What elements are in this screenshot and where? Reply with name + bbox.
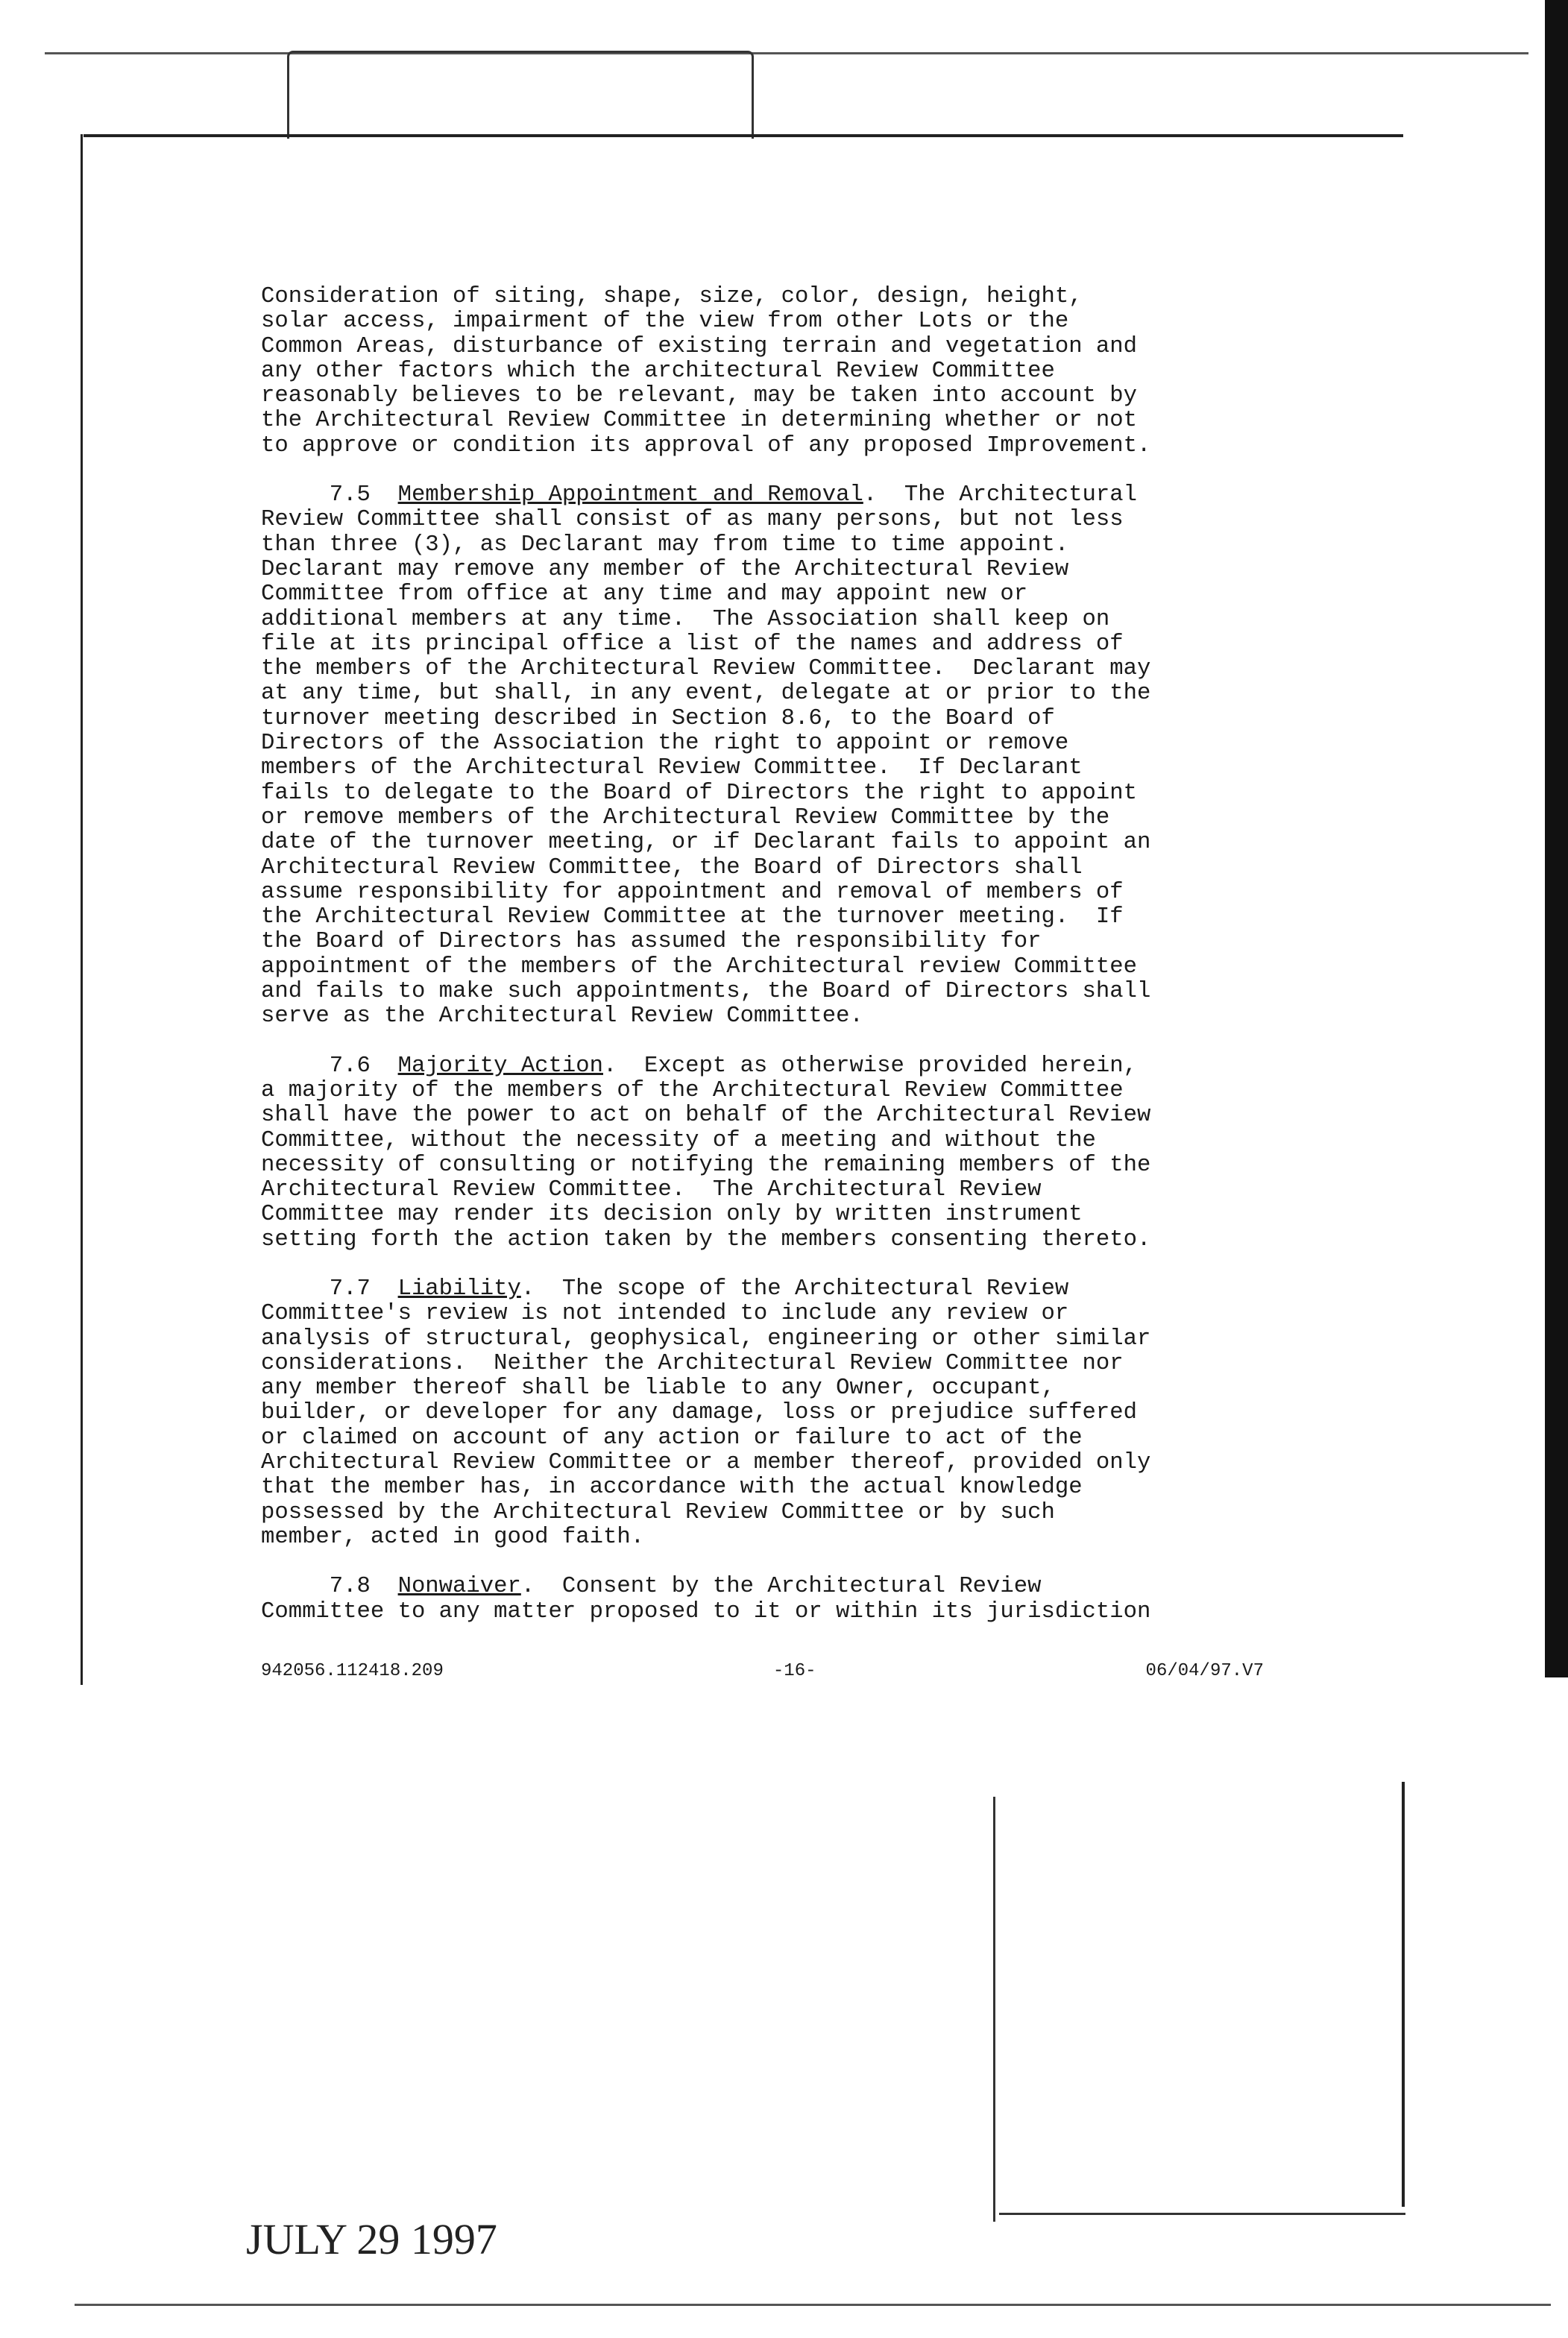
scan-top-edge <box>45 52 1528 54</box>
section-number: 7.8 <box>261 1574 398 1600</box>
page-top-rule <box>84 134 1403 137</box>
document-body <box>261 285 1290 1649</box>
scan-lower-box-left <box>993 1797 995 2222</box>
section-heading: Majority Action <box>397 1053 603 1079</box>
section-heading: Liability <box>397 1276 521 1302</box>
scan-lower-box-right <box>1402 1782 1405 2207</box>
section-7-8 <box>261 1575 1290 1625</box>
section-number: 7.7 <box>261 1276 398 1302</box>
scan-lower-box-bottom <box>999 2213 1405 2215</box>
page-left-rule <box>81 134 83 1685</box>
section-7-7 <box>261 1277 1290 1550</box>
section-heading: Membership Appointment and Removal <box>397 482 863 508</box>
section-number: 7.5 <box>261 482 398 508</box>
footer-doc-id: 942056.112418.209 <box>261 1661 444 1681</box>
paragraph-text: . The Architectural Review Committee shall consist of as many persons, but not less than three (3), as Declarant may from time to time appoint. Declarant may remove any member of the Architectural Review Committee from office at any time and may appoint new or additional members at any time. The Association shall keep on file at its principal office a list of the names and address of the members of the Architectural Review Committee. Declarant may at any time, but shall, in any event, delegate at or prior to the turnover meeting described in Section 8.6, to the Board of Directors of the Association the right to appoint or remove members of the Architectural Review Committee. If Declarant fails to delegate to the Board of Directors the right to appoint or remove members of the Architectural Review Committee by the date of the turnover meeting, or if Declarant fails to appoint an Architectural Review Committee, the Board of Directors shall assume responsibility for appointment and removal of members of the Architectural Review Committee at the turnover meeting. If the Board of Directors has assumed the responsibility for appointment of the members of the Architectural review Committee and fails to make such appointments, the Board of Directors shall serve as the Architectural Review Committee. <box>261 482 1151 1030</box>
scan-tab-outline <box>287 51 754 139</box>
footer-version: 06/04/97.V7 <box>1145 1661 1264 1681</box>
paragraph-text: . The scope of the Architectural Review Committee's review is not intended to include any review or analysis of structural, geophysical, engineering or other similar considerations. Neither the Architectural Review Committee nor any member thereof shall be liable to any Owner, occupant, builder, or developer for any damage, loss or prejudice suffered or claimed on account of any action or failure to act of the Architectural Review Committee or a member thereof, provided only that the member has, in accordance with the actual knowledge possessed by the Architectural Review Committee or by such member, acted in good faith. <box>261 1276 1151 1550</box>
footer-page-number: -16- <box>772 1661 816 1681</box>
section-heading: Nonwaiver <box>397 1574 521 1600</box>
page-footer <box>261 1661 1264 1681</box>
scan-right-edge <box>1545 0 1568 1677</box>
paragraph-text: Consideration of siting, shape, size, color, design, height, solar access, impairment of the view from other Lots or the Common Areas, disturbance of existing terrain and vegetation and any other factors which the architectural Review Committee reasonably believes to be relevant, may be taken into account by the Architectural Review Committee in determining whether or not to approve or condition its approval of any proposed Improvement. <box>261 284 1151 459</box>
paragraph-7-4-continuation <box>261 285 1290 459</box>
scan-bottom-edge <box>75 2304 1551 2306</box>
section-number: 7.6 <box>261 1053 398 1079</box>
paragraph-text: . Consent by the Architectural Review Committee to any matter proposed to it or within its jurisdiction <box>261 1574 1151 1625</box>
date-stamp: JULY 29 1997 <box>246 2215 497 2263</box>
paragraph-text: . Except as otherwise provided herein, a majority of the members of the Architectural Review Committee shall have the power to act on behalf of the Architectural Review Committee, without the necessity of a meeting and without the necessity of consulting or notifying the remaining members of the Architectural Review Committee. The Architectural Review Committee may render its decision only by written instrument setting forth the action taken by the members consenting thereto. <box>261 1053 1151 1252</box>
section-7-6 <box>261 1054 1290 1252</box>
section-7-5 <box>261 483 1290 1030</box>
